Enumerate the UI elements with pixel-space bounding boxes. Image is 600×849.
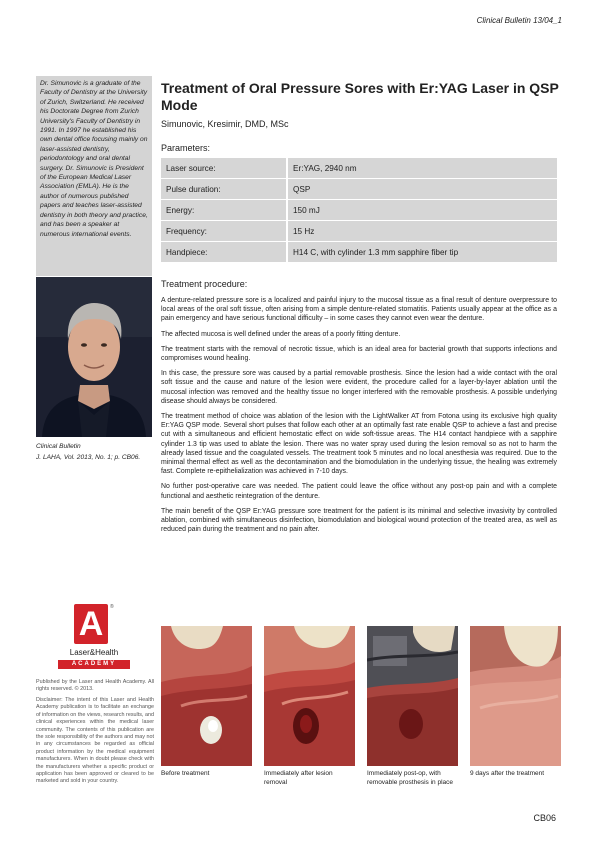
parameter-row <box>161 158 557 178</box>
body-paragraph: The treatment method of choice was ablation of the lesion with the LightWalker AT from Fotona using its exclusive high quality Er:YAG QSP mode. Several short pulses that follow each other at an optimally fast rate enable QSP to achieve a fast and precise cut with a simultaneous and efficient hemostatic effect on wide soft-tissue areas. The H14 contact handpiece with a sapphire cylinder 1.3 tip was used to ablate the lesion. There was no water spray used during the lesion removal so as not to harm the already lased tissue and the coagulated vessels. The treatment took 5 minutes and no local anesthesia was required. Due to the minimal thermal effect as well as the decontamination and the biomodulation in the underlying tissue, the healing was extremely fast. Complete re-epithelialization was achieved in 7-10 days. <box>161 413 557 476</box>
citation-reference: J. LAHA, Vol. 2013, No. 1; p. CB06. <box>36 454 141 461</box>
parameter-value: 15 Hz <box>288 221 557 241</box>
clinical-photo-post-op-prosthesis <box>367 626 458 766</box>
treatment-heading: Treatment procedure: <box>161 279 248 289</box>
photo-caption: Immediately post-op, with removable prosthesis in place <box>367 770 453 786</box>
body-paragraph: The affected mucosa is well defined under the areas of a poorly fitting denture. <box>161 330 401 338</box>
treatment-body <box>161 296 557 540</box>
bulletin-reference: Clinical Bulletin 13/04_1 <box>476 16 562 25</box>
logo-name: Laser&Health <box>69 648 119 657</box>
author-bio-box <box>36 76 152 276</box>
article-title: Treatment of Oral Pressure Sores with Er:YAG Laser in QSP Mode <box>161 80 559 113</box>
clinical-photo-9-days <box>470 626 561 766</box>
photo-caption: Immediately after lesion removal <box>264 770 333 786</box>
laser-health-academy-logo <box>58 604 130 672</box>
parameter-value: H14 C, with cylinder 1.3 mm sapphire fiber tip <box>288 242 557 262</box>
article-author: Simunovic, Kresimir, DMD, MSc <box>161 119 289 129</box>
parameter-row <box>161 200 557 220</box>
author-portrait <box>36 277 152 437</box>
parameter-label: Energy: <box>161 200 288 220</box>
parameter-value: QSP <box>288 179 557 199</box>
parameter-label: Pulse duration: <box>161 179 288 199</box>
photo-caption: 9 days after the treatment <box>470 770 545 777</box>
parameters-table <box>161 157 557 263</box>
parameter-row <box>161 242 557 262</box>
citation <box>36 441 154 463</box>
parameter-row <box>161 179 557 199</box>
body-paragraph: The treatment starts with the removal of necrotic tissue, which is an ideal area for bacterial growth that supports infections and compromises wound healing. <box>161 345 557 363</box>
parameters-heading: Parameters: <box>161 143 211 153</box>
parameter-label: Frequency: <box>161 221 288 241</box>
page-reference: CB06 <box>533 813 556 823</box>
disclaimer: Disclaimer: The intent of this Laser and Health Academy publication is to facilitate an exchange of information on the views, research results, and clinical experiences within the medical laser community. The contents of this publication are the sole responsibility of the authors and may not in any circumstances be regarded as official product information by the medical equipment manufacturers. When in doubt please check with the manufacturers whether a specific product or application has been approved or cleared to be marketed and sold in your country. <box>36 697 154 785</box>
parameter-value: 150 mJ <box>288 200 557 220</box>
clinical-photo-before <box>161 626 252 766</box>
body-paragraph: No further post-operative care was needed. The patient could leave the office without any post-op pain and with a complete functional and aesthetic reintegration of the denture. <box>161 483 557 500</box>
body-paragraph: The main benefit of the QSP Er:YAG pressure sore treatment for the patient is its minimal and selective invasivity by controlled ablation, combined with simultaneous disinfection, biomodulation and biological wound protection of the treated area, as well as reduced pain during the treatment and no pain after. <box>161 507 557 534</box>
citation-label: Clinical Bulletin <box>36 443 81 450</box>
logo-registered-mark: ® <box>110 604 114 610</box>
logo-academy-bar: ACADEMY <box>58 660 130 669</box>
published-notice: Published by the Laser and Health Academy. All rights reserved. © 2013. <box>36 679 154 693</box>
parameter-row <box>161 221 557 241</box>
logo-letter: A <box>74 604 108 644</box>
body-paragraph: In this case, the pressure sore was caused by a partial removable prosthesis. Since the lesion had a wide contact with the oral soft tissue and the cause and nature of the lesion were evident, the procedure called for a layer-by-layer ablation until the mucosal infection was removed and the healthy tissue no longer interfered with the removable prosthesis. A possible underlying disease should always be considered. <box>161 370 557 405</box>
portrait-image <box>36 277 152 437</box>
parameter-label: Laser source: <box>161 158 288 178</box>
photo-caption: Before treatment <box>161 770 210 777</box>
clinical-photo-after-removal <box>264 626 355 766</box>
parameter-value: Er:YAG, 2940 nm <box>288 158 557 178</box>
body-paragraph: A denture-related pressure sore is a localized and painful injury to the mucosal tissue as a final result of denture overpressure to local areas of the oral soft tissue, often arising from a simple denture-related stomatitis. Patients usually appear at the office as a pain emergency and have serious functional difficulty – in some cases they cannot even wear the denture. <box>161 297 557 323</box>
author-bio: Dr. Simunovic is a graduate of the Faculty of Dentistry at the University of Zurich, Switzerland. He received his Doctorate Degree from Zurich University's Faculty of Dentistry in 1991. In 1997 he established his own dental office focusing mainly on laser-assisted dentistry, periodontology and oral dental surgery. Dr. Simunovic is President of the European Medical Laser Association (EMLA). He is the author of numerous published papers and teaches laser-assisted dentistry in both theory and practice, and has been a speaker at numerous international events. <box>40 80 148 238</box>
parameter-label: Handpiece: <box>161 242 288 262</box>
